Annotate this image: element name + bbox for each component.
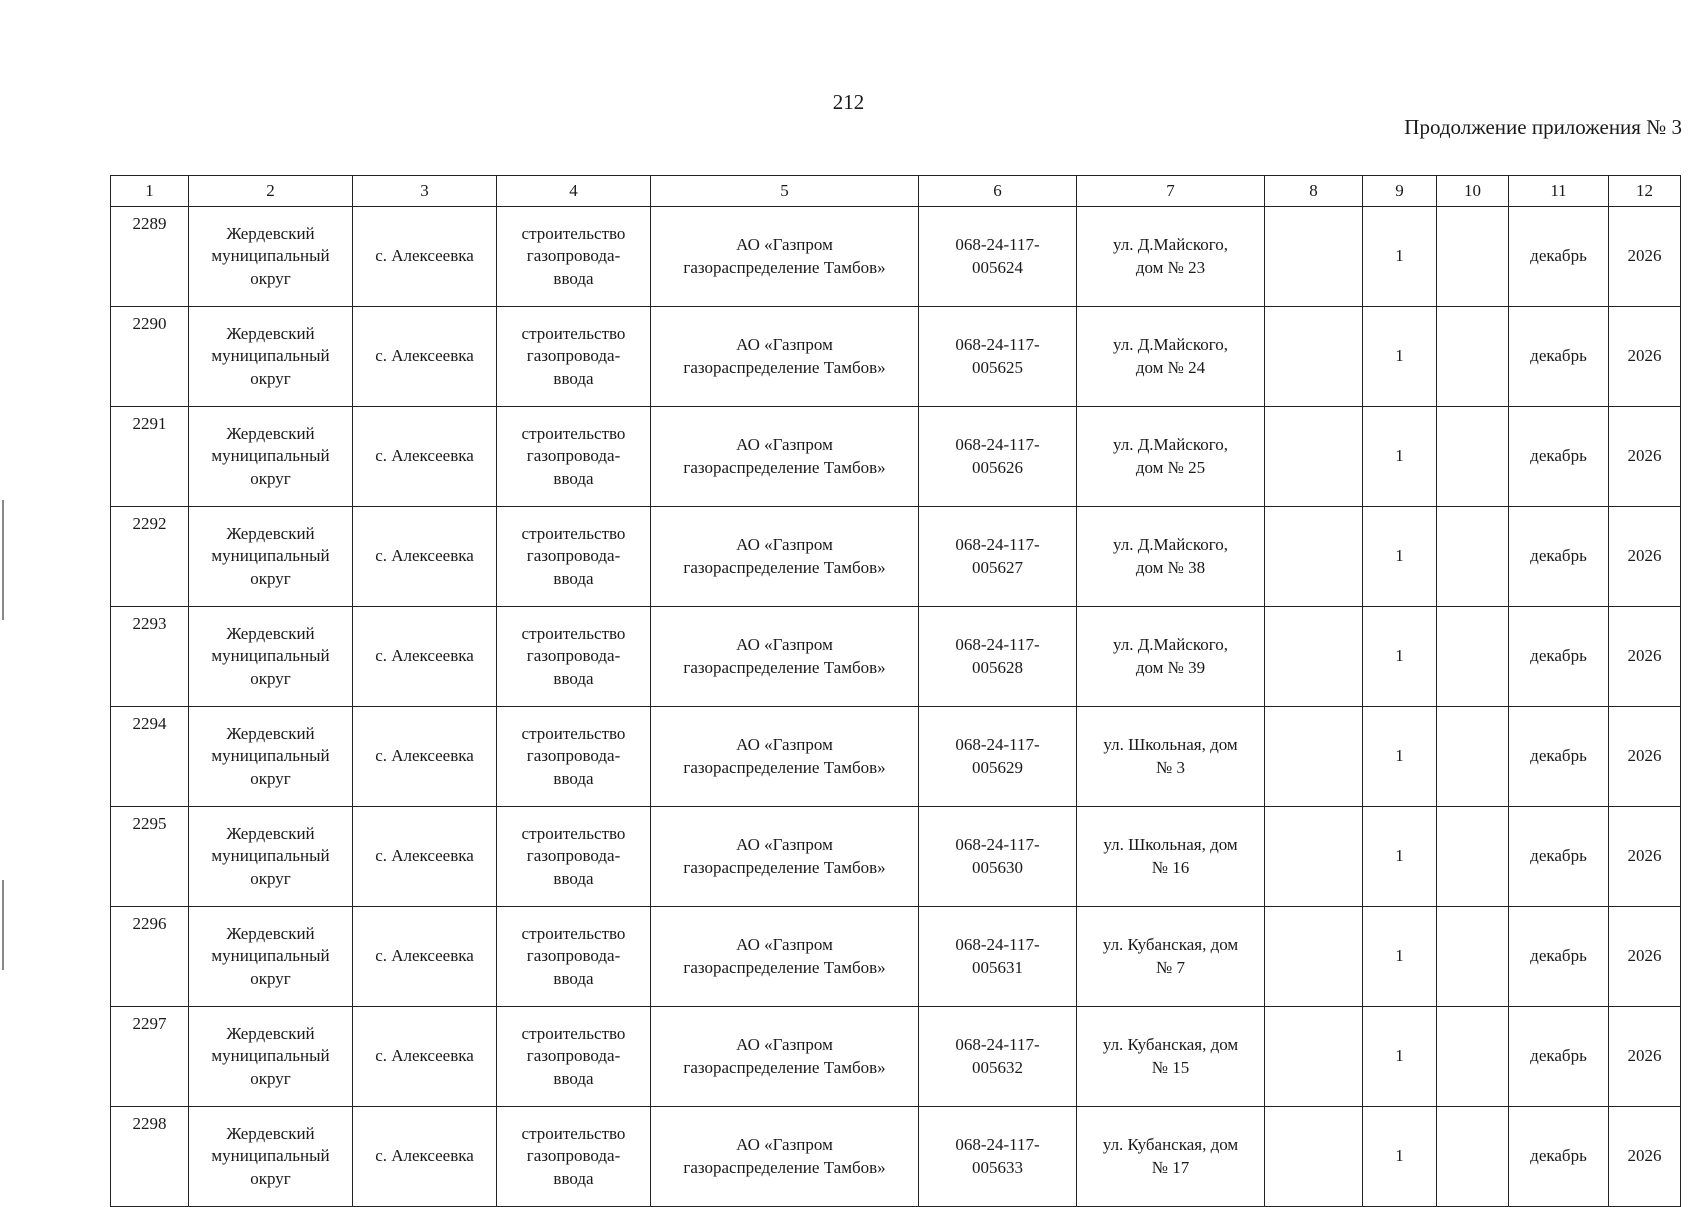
column-8-cell [1265, 1107, 1363, 1207]
settlement-cell-text: с. Алексеевка [375, 1046, 474, 1066]
work-type-cell [497, 1007, 651, 1107]
column-header-11: 11 [1509, 176, 1609, 207]
scan-edge-mark [2, 500, 4, 620]
organization-cell [651, 1107, 919, 1207]
column-10-cell [1437, 1007, 1509, 1107]
organization-cell-text: АО «Газпром газораспределение Тамбов» [683, 635, 886, 677]
registry-code-cell [919, 207, 1077, 307]
month-cell-text: декабрь [1530, 546, 1587, 566]
quantity-cell [1363, 607, 1437, 707]
column-8-cell [1265, 807, 1363, 907]
row-number [111, 1107, 189, 1207]
settlement-cell [353, 807, 497, 907]
district-cell-text: Жердевский муниципальный округ [211, 924, 330, 988]
year-cell-text: 2026 [1627, 746, 1662, 766]
address-cell [1077, 407, 1265, 507]
registry-code-cell-text: 068-24-117- 005629 [955, 735, 1040, 777]
appendix-note: Продолжение приложения № 3 [1404, 115, 1682, 139]
year-cell-text: 2026 [1627, 1146, 1662, 1166]
quantity-cell-text: 1 [1395, 246, 1404, 266]
column-10-cell [1437, 607, 1509, 707]
work-type-cell-text: строительство газопровода- ввода [521, 324, 626, 388]
organization-cell [651, 707, 919, 807]
address-cell-text: ул. Д.Майского, дом № 38 [1112, 535, 1229, 577]
table-row [111, 907, 1681, 1007]
row-number [111, 507, 189, 607]
column-10-cell [1437, 407, 1509, 507]
year-cell-text: 2026 [1627, 546, 1662, 566]
registry-code-cell [919, 407, 1077, 507]
column-8-cell [1265, 1007, 1363, 1107]
month-cell-text: декабрь [1530, 1046, 1587, 1066]
year-cell-text: 2026 [1627, 1046, 1662, 1066]
quantity-cell-text: 1 [1395, 346, 1404, 366]
quantity-cell-text: 1 [1395, 846, 1404, 866]
table-row [111, 1007, 1681, 1107]
registry-table [110, 175, 1681, 1207]
column-8-cell [1265, 907, 1363, 1007]
district-cell-text: Жердевский муниципальный округ [211, 224, 330, 288]
row-number-text: 2293 [132, 614, 167, 633]
column-header-9: 9 [1363, 176, 1437, 207]
organization-cell [651, 807, 919, 907]
district-cell-text: Жердевский муниципальный округ [211, 724, 330, 788]
registry-code-cell [919, 1107, 1077, 1207]
registry-code-cell-text: 068-24-117- 005633 [955, 1135, 1040, 1177]
year-cell-text: 2026 [1627, 846, 1662, 866]
column-header-7: 7 [1077, 176, 1265, 207]
year-cell-text: 2026 [1627, 346, 1662, 366]
work-type-cell [497, 807, 651, 907]
table-row [111, 807, 1681, 907]
month-cell [1509, 607, 1609, 707]
quantity-cell [1363, 307, 1437, 407]
column-8-cell [1265, 507, 1363, 607]
work-type-cell [497, 907, 651, 1007]
month-cell [1509, 707, 1609, 807]
organization-cell-text: АО «Газпром газораспределение Тамбов» [683, 835, 886, 877]
registry-code-cell [919, 707, 1077, 807]
settlement-cell-text: с. Алексеевка [375, 546, 474, 566]
settlement-cell [353, 707, 497, 807]
month-cell [1509, 407, 1609, 507]
row-number [111, 607, 189, 707]
month-cell-text: декабрь [1530, 646, 1587, 666]
table-row [111, 207, 1681, 307]
organization-cell-text: АО «Газпром газораспределение Тамбов» [683, 235, 886, 277]
row-number [111, 407, 189, 507]
month-cell [1509, 1107, 1609, 1207]
quantity-cell [1363, 907, 1437, 1007]
district-cell [189, 707, 353, 807]
address-cell [1077, 307, 1265, 407]
row-number-text: 2290 [132, 314, 167, 333]
work-type-cell [497, 207, 651, 307]
year-cell [1609, 1007, 1681, 1107]
district-cell [189, 1107, 353, 1207]
column-8-cell [1265, 407, 1363, 507]
work-type-cell [497, 707, 651, 807]
district-cell-text: Жердевский муниципальный округ [211, 1024, 330, 1088]
year-cell-text: 2026 [1627, 946, 1662, 966]
district-cell-text: Жердевский муниципальный округ [211, 624, 330, 688]
table-row [111, 307, 1681, 407]
column-8-cell [1265, 207, 1363, 307]
district-cell [189, 607, 353, 707]
quantity-cell [1363, 1107, 1437, 1207]
organization-cell [651, 207, 919, 307]
year-cell-text: 2026 [1627, 246, 1662, 266]
year-cell-text: 2026 [1627, 446, 1662, 466]
quantity-cell-text: 1 [1395, 746, 1404, 766]
year-cell [1609, 507, 1681, 607]
district-cell [189, 1007, 353, 1107]
quantity-cell [1363, 1007, 1437, 1107]
district-cell [189, 307, 353, 407]
month-cell [1509, 507, 1609, 607]
row-number-text: 2298 [132, 1114, 167, 1133]
address-cell-text: ул. Кубанская, дом № 17 [1102, 1135, 1239, 1177]
year-cell [1609, 907, 1681, 1007]
district-cell-text: Жердевский муниципальный округ [211, 524, 330, 588]
address-cell [1077, 707, 1265, 807]
registry-code-cell [919, 807, 1077, 907]
registry-code-cell-text: 068-24-117- 005627 [955, 535, 1040, 577]
year-cell [1609, 807, 1681, 907]
address-cell [1077, 607, 1265, 707]
table-row [111, 1107, 1681, 1207]
organization-cell-text: АО «Газпром газораспределение Тамбов» [683, 935, 886, 977]
registry-code-cell [919, 1007, 1077, 1107]
work-type-cell-text: строительство газопровода- ввода [521, 524, 626, 588]
month-cell-text: декабрь [1530, 746, 1587, 766]
quantity-cell-text: 1 [1395, 546, 1404, 566]
month-cell-text: декабрь [1530, 246, 1587, 266]
table-row [111, 507, 1681, 607]
settlement-cell [353, 1107, 497, 1207]
quantity-cell [1363, 707, 1437, 807]
quantity-cell-text: 1 [1395, 1046, 1404, 1066]
month-cell [1509, 307, 1609, 407]
organization-cell [651, 607, 919, 707]
address-cell-text: ул. Д.Майского, дом № 24 [1112, 335, 1229, 377]
address-cell-text: ул. Д.Майского, дом № 39 [1112, 635, 1229, 677]
settlement-cell [353, 1007, 497, 1107]
table-row [111, 607, 1681, 707]
organization-cell [651, 307, 919, 407]
month-cell-text: декабрь [1530, 346, 1587, 366]
registry-code-cell-text: 068-24-117- 005626 [955, 435, 1040, 477]
column-header-4: 4 [497, 176, 651, 207]
year-cell [1609, 707, 1681, 807]
district-cell [189, 907, 353, 1007]
work-type-cell [497, 407, 651, 507]
quantity-cell [1363, 207, 1437, 307]
month-cell [1509, 207, 1609, 307]
organization-cell-text: АО «Газпром газораспределение Тамбов» [683, 1135, 886, 1177]
row-number [111, 807, 189, 907]
district-cell-text: Жердевский муниципальный округ [211, 424, 330, 488]
column-header-6: 6 [919, 176, 1077, 207]
year-cell [1609, 207, 1681, 307]
district-cell [189, 207, 353, 307]
table-body [111, 207, 1681, 1207]
column-10-cell [1437, 207, 1509, 307]
column-10-cell [1437, 707, 1509, 807]
work-type-cell-text: строительство газопровода- ввода [521, 924, 626, 988]
registry-code-cell-text: 068-24-117- 005631 [955, 935, 1040, 977]
row-number [111, 707, 189, 807]
registry-code-cell [919, 307, 1077, 407]
settlement-cell [353, 607, 497, 707]
work-type-cell-text: строительство газопровода- ввода [521, 1124, 626, 1188]
registry-code-cell-text: 068-24-117- 005628 [955, 635, 1040, 677]
quantity-cell [1363, 507, 1437, 607]
work-type-cell-text: строительство газопровода- ввода [521, 424, 626, 488]
work-type-cell [497, 1107, 651, 1207]
column-8-cell [1265, 607, 1363, 707]
settlement-cell-text: с. Алексеевка [375, 246, 474, 266]
address-cell-text: ул. Школьная, дом № 3 [1103, 735, 1238, 777]
settlement-cell [353, 307, 497, 407]
address-cell-text: ул. Д.Майского, дом № 25 [1112, 435, 1229, 477]
settlement-cell [353, 507, 497, 607]
organization-cell-text: АО «Газпром газораспределение Тамбов» [683, 1035, 886, 1077]
year-cell [1609, 1107, 1681, 1207]
organization-cell-text: АО «Газпром газораспределение Тамбов» [683, 735, 886, 777]
registry-code-cell [919, 507, 1077, 607]
registry-code-cell [919, 907, 1077, 1007]
quantity-cell [1363, 807, 1437, 907]
table-row [111, 707, 1681, 807]
table-header-row [111, 176, 1681, 207]
organization-cell [651, 1007, 919, 1107]
column-10-cell [1437, 907, 1509, 1007]
work-type-cell-text: строительство газопровода- ввода [521, 624, 626, 688]
column-8-cell [1265, 307, 1363, 407]
column-header-3: 3 [353, 176, 497, 207]
organization-cell-text: АО «Газпром газораспределение Тамбов» [683, 335, 886, 377]
year-cell [1609, 307, 1681, 407]
column-10-cell [1437, 307, 1509, 407]
month-cell-text: декабрь [1530, 946, 1587, 966]
column-header-12: 12 [1609, 176, 1681, 207]
row-number [111, 207, 189, 307]
row-number-text: 2291 [132, 414, 167, 433]
district-cell [189, 807, 353, 907]
organization-cell [651, 407, 919, 507]
column-header-1: 1 [111, 176, 189, 207]
column-header-5: 5 [651, 176, 919, 207]
district-cell [189, 407, 353, 507]
row-number-text: 2297 [132, 1014, 167, 1033]
registry-code-cell-text: 068-24-117- 005632 [955, 1035, 1040, 1077]
month-cell-text: декабрь [1530, 446, 1587, 466]
column-10-cell [1437, 807, 1509, 907]
registry-code-cell [919, 607, 1077, 707]
address-cell [1077, 1107, 1265, 1207]
year-cell [1609, 607, 1681, 707]
settlement-cell-text: с. Алексеевка [375, 846, 474, 866]
work-type-cell [497, 307, 651, 407]
settlement-cell-text: с. Алексеевка [375, 1146, 474, 1166]
row-number-text: 2289 [132, 214, 167, 233]
quantity-cell-text: 1 [1395, 446, 1404, 466]
district-cell [189, 507, 353, 607]
settlement-cell-text: с. Алексеевка [375, 946, 474, 966]
registry-code-cell-text: 068-24-117- 005630 [955, 835, 1040, 877]
column-header-10: 10 [1437, 176, 1509, 207]
address-cell-text: ул. Кубанская, дом № 15 [1102, 1035, 1239, 1077]
quantity-cell-text: 1 [1395, 1146, 1404, 1166]
row-number [111, 907, 189, 1007]
page-number: 212 [832, 90, 865, 114]
row-number-text: 2294 [132, 714, 167, 733]
column-10-cell [1437, 1107, 1509, 1207]
row-number [111, 1007, 189, 1107]
column-10-cell [1437, 507, 1509, 607]
organization-cell [651, 907, 919, 1007]
work-type-cell-text: строительство газопровода- ввода [521, 724, 626, 788]
quantity-cell [1363, 407, 1437, 507]
table-row [111, 407, 1681, 507]
address-cell-text: ул. Школьная, дом № 16 [1103, 835, 1238, 877]
settlement-cell [353, 907, 497, 1007]
settlement-cell-text: с. Алексеевка [375, 746, 474, 766]
organization-cell-text: АО «Газпром газораспределение Тамбов» [683, 435, 886, 477]
district-cell-text: Жердевский муниципальный округ [211, 824, 330, 888]
settlement-cell-text: с. Алексеевка [375, 646, 474, 666]
row-number-text: 2292 [132, 514, 167, 533]
month-cell-text: декабрь [1530, 846, 1587, 866]
organization-cell [651, 507, 919, 607]
year-cell-text: 2026 [1627, 646, 1662, 666]
address-cell [1077, 1007, 1265, 1107]
district-cell-text: Жердевский муниципальный округ [211, 324, 330, 388]
registry-code-cell-text: 068-24-117- 005624 [955, 235, 1040, 277]
row-number-text: 2295 [132, 814, 167, 833]
work-type-cell [497, 607, 651, 707]
address-cell [1077, 507, 1265, 607]
district-cell-text: Жердевский муниципальный округ [211, 1124, 330, 1188]
scan-edge-mark [2, 880, 4, 970]
settlement-cell [353, 407, 497, 507]
column-header-2: 2 [189, 176, 353, 207]
settlement-cell-text: с. Алексеевка [375, 446, 474, 466]
settlement-cell-text: с. Алексеевка [375, 346, 474, 366]
work-type-cell-text: строительство газопровода- ввода [521, 824, 626, 888]
work-type-cell-text: строительство газопровода- ввода [521, 1024, 626, 1088]
quantity-cell-text: 1 [1395, 646, 1404, 666]
organization-cell-text: АО «Газпром газораспределение Тамбов» [683, 535, 886, 577]
address-cell-text: ул. Д.Майского, дом № 23 [1112, 235, 1229, 277]
row-number [111, 307, 189, 407]
year-cell [1609, 407, 1681, 507]
row-number-text: 2296 [132, 914, 167, 933]
quantity-cell-text: 1 [1395, 946, 1404, 966]
month-cell [1509, 907, 1609, 1007]
month-cell-text: декабрь [1530, 1146, 1587, 1166]
month-cell [1509, 807, 1609, 907]
column-8-cell [1265, 707, 1363, 807]
address-cell [1077, 907, 1265, 1007]
column-header-8: 8 [1265, 176, 1363, 207]
work-type-cell-text: строительство газопровода- ввода [521, 224, 626, 288]
settlement-cell [353, 207, 497, 307]
month-cell [1509, 1007, 1609, 1107]
address-cell-text: ул. Кубанская, дом № 7 [1102, 935, 1239, 977]
address-cell [1077, 807, 1265, 907]
work-type-cell [497, 507, 651, 607]
address-cell [1077, 207, 1265, 307]
registry-code-cell-text: 068-24-117- 005625 [955, 335, 1040, 377]
